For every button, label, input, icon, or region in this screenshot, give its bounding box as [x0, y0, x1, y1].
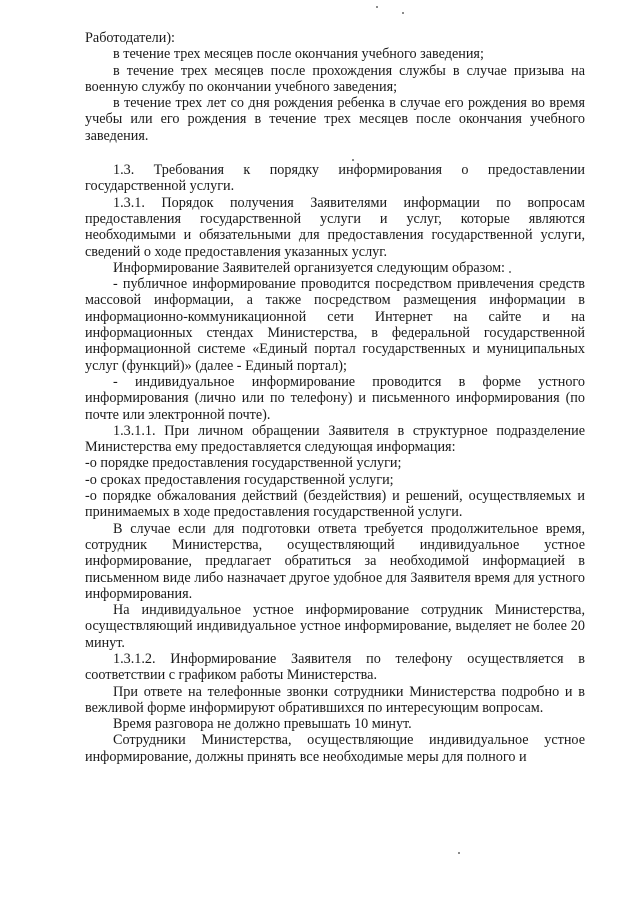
list-item: -о порядке обжалования действий (бездействия) и решений, осуществляемых и принимаемых в ходе предоставления государственной услуги. [85, 488, 585, 521]
text-paragraph: На индивидуальное устное информирование сотрудник Министерства, осуществляющий индивидуальное устное информирование, выделяет не более 20 минут. [85, 602, 585, 651]
text-paragraph: 1.3.1.2. Информирование Заявителя по телефону осуществляется в соответствии с графиком работы Министерства. [85, 650, 585, 684]
scan-speck [376, 6, 378, 8]
list-item: - индивидуальное информирование проводится в форме устного информирования (лично или по телефону) и письменного информирования (по почте или электронной почте). [85, 373, 585, 423]
section-heading: 1.3. Требования к порядку информирования о предоставлении государственной услуги. [85, 162, 585, 195]
text-paragraph: Работодатели): [85, 30, 175, 46]
text-paragraph: 1.3.1. Порядок получения Заявителями информации по вопросам предоставления государственной услуги и услуг, которые являются необходимыми и обязательными для предоставления государственной услуги, сведений о ходе предоставления указанных услуг. [85, 194, 585, 260]
text-paragraph: в течение трех месяцев после прохождения службы в случае призыва на военную службу по окончании учебного заведения; [85, 62, 585, 95]
list-item: -о порядке предоставления государственной услуги; [85, 455, 402, 472]
list-item: - публичное информирование проводится посредством привлечения средств массовой информации, а также посредством размещения информации в информационно-коммуникационной сети Интернет на сайте и на информационных стендах Министерства, в федеральной государственной информационной системе «Единый портал государственных и муниципальных услуг (функций)» (далее - Единый портал); [85, 276, 585, 374]
scan-speck [458, 852, 460, 854]
text-paragraph: 1.3.1.1. При личном обращении Заявителя в структурное подразделение Министерства ему предоставляется следующая информация: [85, 422, 585, 456]
text-paragraph: в течение трех лет со дня рождения ребенка в случае его рождения во время учебы или его рождения в течение трех месяцев после окончания учебного заведения. [85, 95, 585, 144]
text-paragraph: Время разговора не должно превышать 10 минут. [113, 716, 412, 733]
text-paragraph: Информирование Заявителей организуется следующим образом: [113, 259, 505, 276]
text-paragraph: При ответе на телефонные звонки сотрудники Министерства подробно и в вежливой форме информируют обратившихся по интересующим вопросам. [85, 683, 585, 716]
text-paragraph: В случае если для подготовки ответа требуется продолжительное время, сотрудник Министерства, осуществляющий индивидуальное устное информирование, предлагает обратиться за необходимой информацией в письменном виде либо назначает другое удобное для Заявителя время для устного информирования. [85, 520, 585, 602]
scan-speck [402, 12, 404, 14]
text-paragraph: Сотрудники Министерства, осуществляющие индивидуальное устное информирование, должны принять все необходимые меры для полного и [85, 732, 585, 765]
text-paragraph: в течение трех месяцев после окончания учебного заведения; [113, 46, 484, 63]
list-item: -о сроках предоставления государственной услуги; [85, 471, 394, 488]
document-body [85, 30, 585, 765]
